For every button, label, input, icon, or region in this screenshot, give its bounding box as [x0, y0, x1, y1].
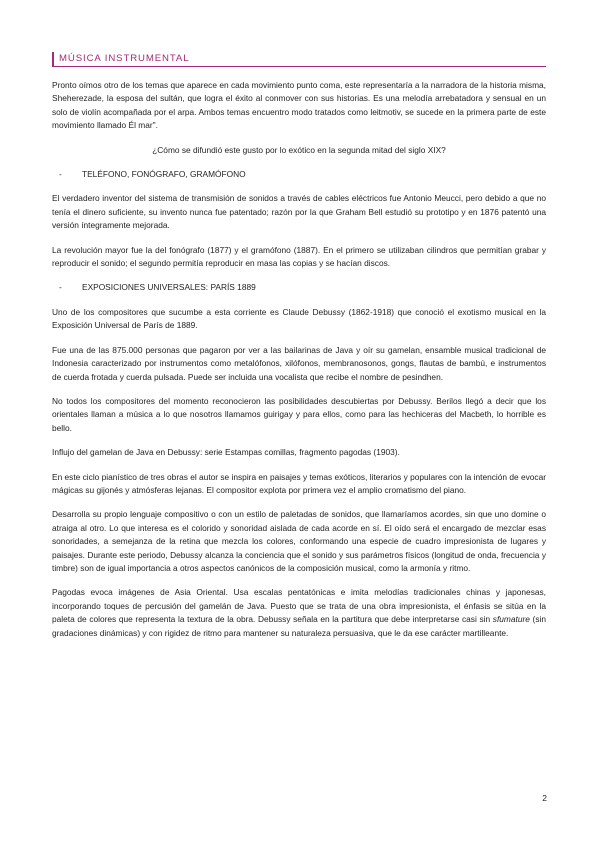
- paragraph-berlioz: No todos los compositores del momento reconocieron las posibilidades descubiertas por Debussy. Berilos llegó a decir que los orientales llaman a música a lo que nosotros llamamos guirigay y para ellos, como para las hechiceras del Macbeth, lo horrible es bello.: [52, 395, 546, 433]
- bullet-dash: -: [59, 169, 62, 180]
- paragraph-meucci: El verdadero inventor del sistema de transmisión de sonidos a través de cables eléctricos fue Antonio Meucci, pero debido a que no tenía el dinero suficiente, su invento nunca fue patentado; razón por la que Graham Bell estudió su prototipo y en 1876 patentó una versión íntegramente mejorada.: [52, 193, 546, 231]
- section-heading: [52, 52, 546, 67]
- page-number: 2: [542, 793, 547, 803]
- bullet-telephone: [59, 168, 546, 181]
- paragraph-phonograph: La revolución mayor fue la del fonógrafo (1877) y el gramófono (1887). En el primero se utilizaban cilindros que permitían grabar y reproducir el sonido; el segundo permitía reproducir en masa las copias y se hacían discos.: [52, 244, 546, 269]
- paragraph-piano-cycle: En este ciclo pianístico de tres obras el autor se inspira en paisajes y temas exóticos, literarios y populares con la intención de evocar mágicas su gijonés y atmósferas lejanas. El compositor explota por primera vez el amplio cromatismo del piano.: [52, 471, 546, 495]
- bullet-dash: -: [59, 282, 62, 293]
- sfumature-term: sfumature: [492, 614, 530, 625]
- paragraph-pagodas: [52, 586, 546, 640]
- section-title: MÚSICA INSTRUMENTAL: [59, 53, 190, 64]
- paragraph-debussy-intro: Uno de los compositores que sucumbe a esta corriente es Claude Debussy (1862-1918) que conoció el exotismo musical en la Exposición Universal de París de 1889.: [52, 306, 546, 331]
- page-content: [52, 52, 546, 651]
- paragraph-language: Desarrolla su propio lenguaje compositivo o con un estilo de paletadas de sonidos, que llamaríamos acordes, sin que uno domine o atraiga al otro. Lo que interesa es el colorido y sonoridad aislada de cada acorde en sí. El oído será el encargado de mezclar esas sonoridades, a semejanza de la retina que mezcla los colores, conformando una especie de cuadro impresionista de lugares y paisajes. Durante este periodo, Debussy alcanza la conciencia que el sonido y sus parámetros físicos (longitud de onda, frecuencia y timbre) son de igual importancia a otros aspectos canónicos de la composición musical, como la armonía y ritmo.: [52, 509, 546, 573]
- paragraph-estampas: Influjo del gamelan de Java en Debussy: serie Estampas comillas, fragmento pagodas (1903).: [52, 447, 400, 458]
- paragraph-sheherezade: Pronto oímos otro de los temas que aparece en cada movimiento punto coma, este representaría a la narradora de la historia misma, Sheherezade, la esposa del sultán, que logra el éxito al conmover con sus historias. Es una melodía arrebatadora y sensual en un solo de violín acompañada por el arpa. Ambos temas encuentro modo tratados como leitmotiv, se sucede en la primera parte de este movimiento llamado Él mar".: [52, 80, 546, 131]
- question-heading: ¿Cómo se difundió este gusto por lo exótico en la segunda mitad del siglo XIX?: [152, 144, 446, 155]
- pagodas-text-b: (sin gradaciones dinámicas) y con rigidez de ritmo para mantener su naturaleza persuasiva, que le da ese carácter martilleante.: [52, 614, 547, 638]
- bullet-label: EXPOSICIONES UNIVERSALES: PARÍS 1889: [82, 282, 256, 293]
- bullet-expositions: [59, 281, 546, 294]
- pagodas-text-a: Pagodas evoca imágenes de Asia Oriental. Usa escalas pentatónicas e imita melodías tradicionales chinas y japonesas, incorporando toques de percusión del gamelán de Java. Puesto que se trata de una obra impresionista, el énfasis se sitúa en la paleta de colores que representa la textura de la obra. Debussy señala en la partitura que debe interpretarse casi sin: [52, 587, 546, 625]
- bullet-label: TELÉFONO, FONÓGRAFO, GRAMÓFONO: [82, 169, 246, 180]
- paragraph-gamelan: Fue una de las 875.000 personas que pagaron por ver a las bailarinas de Java y oír su gamelan, ensamble musical tradicional de Indonesia caracterizado por instrumentos como metalófonos, xilófonos, membranosonos, gongs, flautas de bambú, e instrumentos de cuerda frotada y cuerda pulsada. Puede ser incluida una vocalista que recibe el nombre de pesindhen.: [52, 344, 546, 382]
